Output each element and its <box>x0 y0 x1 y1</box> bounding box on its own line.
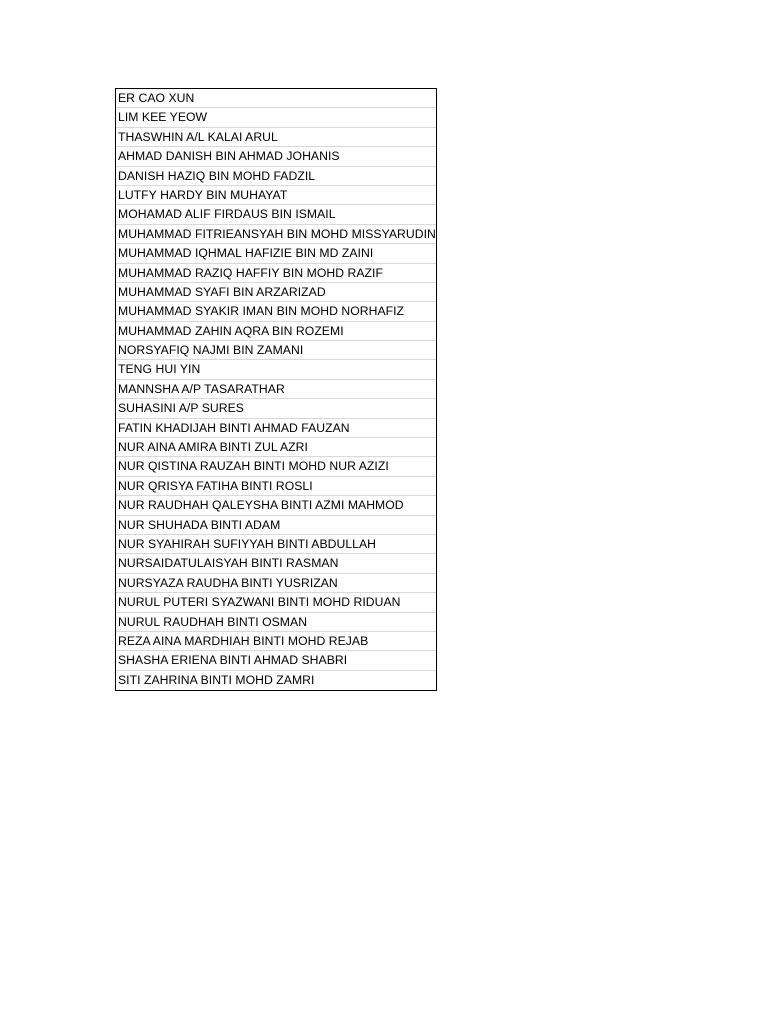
table-row: NURSYAZA RAUDHA BINTI YUSRIZAN <box>116 574 436 593</box>
table-row: NUR QISTINA RAUZAH BINTI MOHD NUR AZIZI <box>116 457 436 476</box>
table-row: SUHASINI A/P SURES <box>116 399 436 418</box>
table-row: LUTFY HARDY BIN MUHAYAT <box>116 186 436 205</box>
table-row: MUHAMMAD RAZIQ HAFFIY BIN MOHD RAZIF <box>116 264 436 283</box>
table-row: FATIN KHADIJAH BINTI AHMAD FAUZAN <box>116 419 436 438</box>
table-row: REZA AINA MARDHIAH BINTI MOHD REJAB <box>116 632 436 651</box>
table-row: MUHAMMAD SYAFI BIN ARZARIZAD <box>116 283 436 302</box>
table-row: THASWHIN A/L KALAI ARUL <box>116 128 436 147</box>
table-row: SITI ZAHRINA BINTI MOHD ZAMRI <box>118 672 315 687</box>
table-row: NUR AINA AMIRA BINTI ZUL AZRI <box>116 438 436 457</box>
table-row: NURSAIDATULAISYAH BINTI RASMAN <box>116 554 436 573</box>
table-row: NUR RAUDHAH QALEYSHA BINTI AZMI MAHMOD <box>116 496 436 515</box>
table-row: MUHAMMAD IQHMAL HAFIZIE BIN MD ZAINI <box>116 244 436 263</box>
table-row: DANISH HAZIQ BIN MOHD FADZIL <box>116 167 436 186</box>
table-row: AHMAD DANISH BIN AHMAD JOHANIS <box>116 147 436 166</box>
table-row: MUHAMMAD ZAHIN AQRA BIN ROZEMI <box>116 322 436 341</box>
table-row: MUHAMMAD SYAKIR IMAN BIN MOHD NORHAFIZ <box>116 302 436 321</box>
table-row: ER CAO XUN <box>116 89 436 108</box>
table-row: MOHAMAD ALIF FIRDAUS BIN ISMAIL <box>116 205 436 224</box>
table-row: NURUL RAUDHAH BINTI OSMAN <box>116 613 436 632</box>
table-row: LIM KEE YEOW <box>116 108 436 127</box>
table-row: MUHAMMAD FITRIEANSYAH BIN MOHD MISSYARUDIN <box>116 225 436 244</box>
table-row: NUR QRISYA FATIHA BINTI ROSLI <box>116 477 436 496</box>
table-row: NUR SHUHADA BINTI ADAM <box>116 516 436 535</box>
table-row: NUR SYAHIRAH SUFIYYAH BINTI ABDULLAH <box>116 535 436 554</box>
table-row: SHASHA ERIENA BINTI AHMAD SHABRI <box>116 651 436 670</box>
table-row: NORSYAFIQ NAJMI BIN ZAMANI <box>116 341 436 360</box>
table-row: TENG HUI YIN <box>116 360 436 379</box>
table-row: NURUL PUTERI SYAZWANI BINTI MOHD RIDUAN <box>116 593 436 612</box>
name-list-table <box>115 88 437 691</box>
table-row: MANNSHA A/P TASARATHAR <box>116 380 436 399</box>
